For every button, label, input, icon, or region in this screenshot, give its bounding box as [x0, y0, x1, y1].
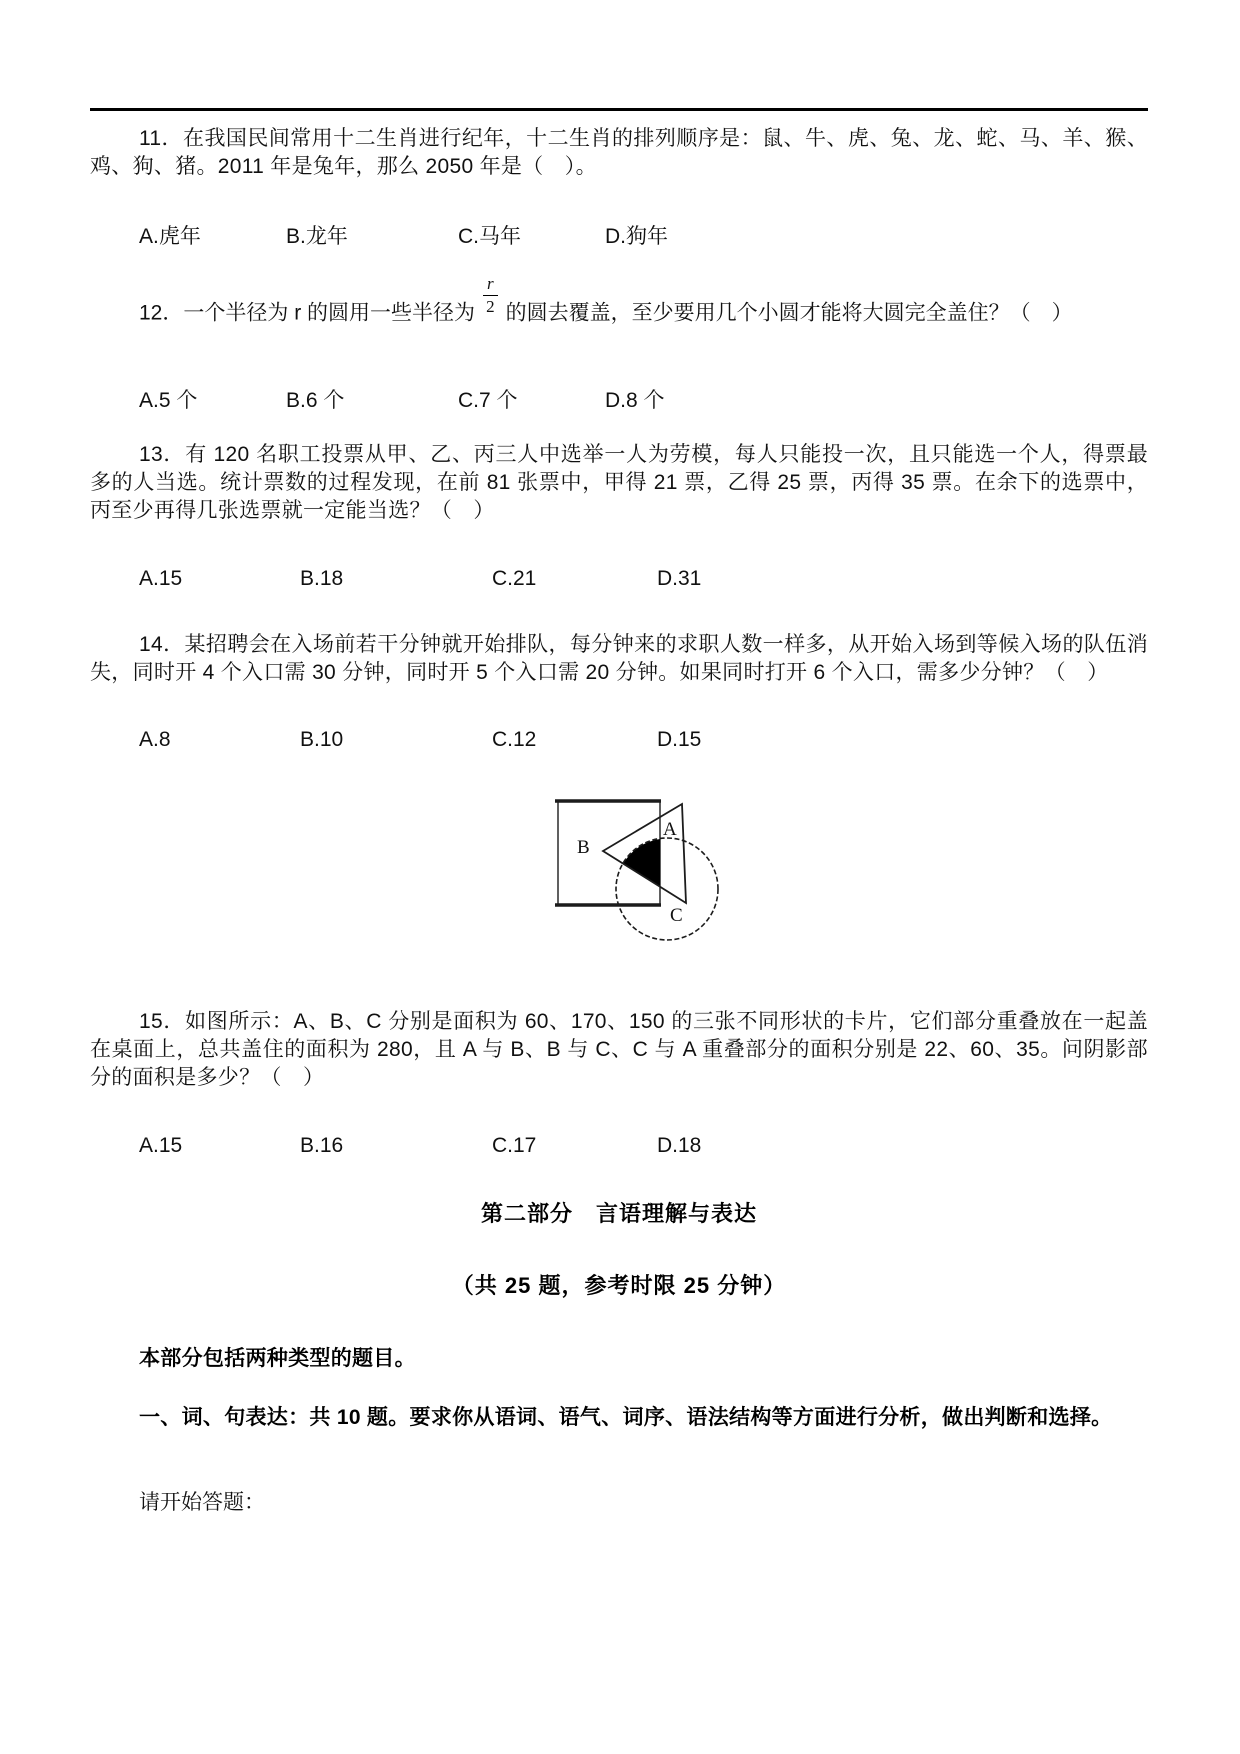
question-15-option-c: C.17 [492, 1133, 537, 1157]
question-14-option-d: D.15 [657, 727, 702, 751]
question-14-options [90, 725, 1148, 755]
question-13-option-a: A.15 [139, 566, 183, 590]
question-15-text: 15．如图所示：A、B、C 分别是面积为 60、170、150 的三张不同形状的卡片，它们部分重叠放在一起盖在桌面上，总共盖住的面积为 280，且 A 与 B、B 与 C、C 与 A 重叠部分的面积分别是 22、60、35。问阴影部分的面积是多少？（ ） [90, 1009, 1148, 1089]
question-13-options [90, 564, 1148, 594]
question-13-option-d: D.31 [657, 566, 702, 590]
question-14-option-a: A.8 [139, 727, 171, 751]
question-15-option-d: D.18 [657, 1133, 702, 1157]
question-14-option-c: C.12 [492, 727, 537, 751]
section-title: 第二部分 言语理解与表达 [480, 1200, 757, 1226]
shaded-overlap-region [623, 839, 660, 887]
question-15-option-a: A.15 [139, 1133, 183, 1157]
question-12-option-c: C.7 个 [458, 388, 518, 412]
figure-label-a: A [663, 818, 677, 840]
header-rule [90, 108, 1148, 111]
question-12-text-after: 的圆去覆盖，至少要用几个小圆才能将大圆完全盖住？（ ） [505, 301, 1073, 325]
overlapping-cards-figure [540, 788, 740, 953]
section-subtitle: （共 25 题，参考时限 25 分钟） [451, 1272, 787, 1298]
question-12-option-a: A.5 个 [139, 388, 198, 412]
circle-card-c [616, 838, 718, 940]
question-12-option-b: B.6 个 [286, 388, 345, 412]
question-12-options [90, 386, 1148, 416]
question-14-text: 14．某招聘会在入场前若干分钟就开始排队，每分钟来的求职人数一样多，从开始入场到等候入场的队伍消失，同时开 4 个入口需 30 分钟，同时开 5 个入口需 20 分钟。如果同时打开 6 个入口，需多少分钟？（ ） [90, 632, 1148, 684]
question-14-option-b: B.10 [300, 727, 344, 751]
fraction-numerator: r [483, 274, 498, 296]
question-13-option-c: C.21 [492, 566, 537, 590]
section-intro: 本部分包括两种类型的题目。 [139, 1346, 416, 1370]
question-11-option-c: C.马年 [458, 225, 521, 248]
question-15-option-b: B.16 [300, 1133, 344, 1157]
question-11-option-a: A.虎年 [139, 225, 201, 248]
question-12-option-d: D.8 个 [605, 388, 665, 412]
question-11-options [90, 222, 1148, 252]
question-11-text: 11．在我国民间常用十二生肖进行纪年，十二生肖的排列顺序是：鼠、牛、虎、兔、龙、蛇、马、羊、猴、鸡、狗、猪。2011 年是兔年，那么 2050 年是（ ）。 [90, 127, 1148, 178]
fraction-r-over-2 [483, 274, 498, 316]
question-13-text: 13．有 120 名职工投票从甲、乙、丙三人中选举一人为劳模，每人只能投一次，且只能选一个人，得票最多的人当选。统计票数的过程发现，在前 81 张票中，甲得 21 票，乙得 25 票，丙得 35 票。在余下的选票中，丙至少再得几张选票就一定能当选？（ ） [90, 442, 1148, 522]
question-15-figure [540, 788, 740, 953]
question-15-options [90, 1131, 1148, 1161]
question-12-text [90, 274, 1148, 327]
question-12-text-before: 12．一个半径为 r 的圆用一些半径为 [139, 301, 476, 325]
question-11-option-d: D.狗年 [605, 225, 668, 248]
question-11-option-b: B.龙年 [286, 225, 348, 248]
figure-label-b: B [577, 836, 590, 858]
section-type-one-instructions: 一、词、句表达：共 10 题。要求你从语词、语气、词序、语法结构等方面进行分析，做出判断和选择。 [139, 1405, 1113, 1429]
figure-label-c: C [670, 904, 683, 926]
start-answering-prompt: 请开始答题： [139, 1490, 265, 1514]
question-13-option-b: B.18 [300, 566, 344, 590]
fraction-denominator: 2 [486, 296, 495, 316]
